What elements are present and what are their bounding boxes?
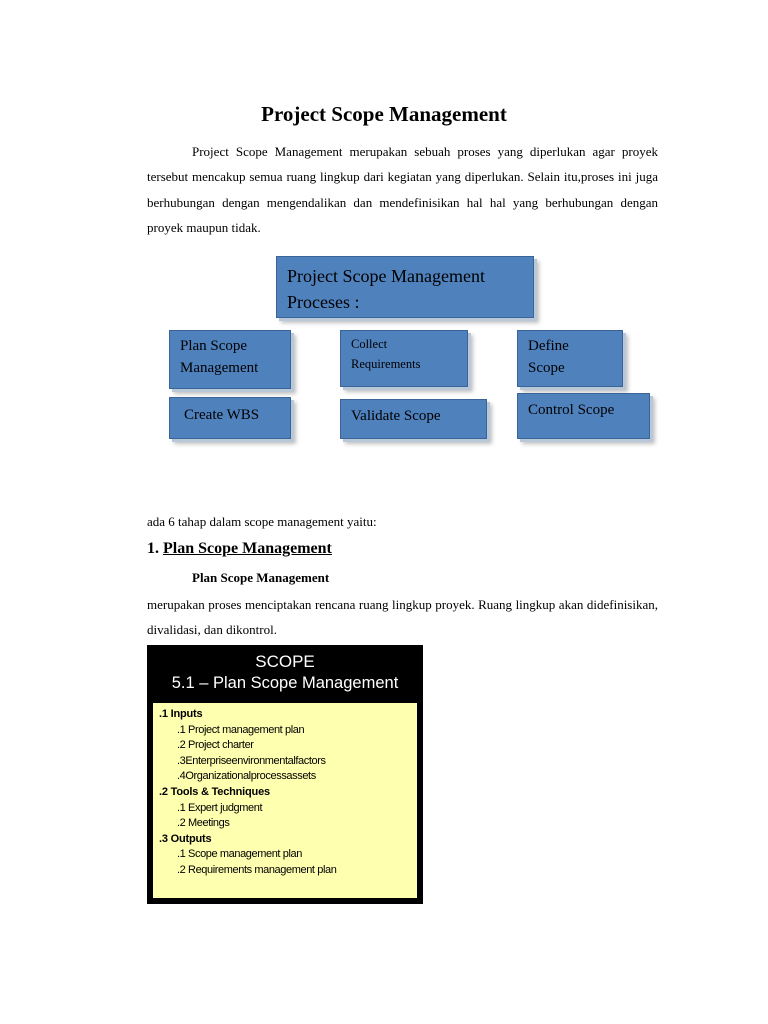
input-item: .2 Project charter bbox=[177, 739, 254, 752]
intro-paragraph-text: Project Scope Management merupakan sebuah proses yang diperlukan agar proyek tersebut mencakup semua ruang lingkup dari kegiatan yang diperlukan. Selain itu,proses ini juga berhubungan dengan mengendalikan dan mendefinisikan hal hal yang berhubungan dengan proyek maupun tidak. bbox=[147, 144, 658, 235]
figure-header bbox=[147, 645, 423, 702]
section-heading-number: 1. bbox=[147, 540, 159, 557]
collect-line2: Requirements bbox=[351, 357, 421, 371]
section-subheading: Plan Scope Management bbox=[192, 570, 330, 585]
control-scope-label: Control Scope bbox=[528, 402, 615, 418]
output-item: .2 Requirements management plan bbox=[177, 863, 337, 876]
define-scope-box bbox=[517, 330, 623, 387]
figure-header-line1: SCOPE bbox=[255, 652, 315, 671]
input-item: .4Organizationalprocessassets bbox=[177, 770, 316, 783]
validate-scope-box bbox=[340, 399, 487, 439]
section-heading bbox=[147, 540, 332, 558]
create-wbs-label: Create WBS bbox=[184, 407, 260, 423]
main-box-line1: Project Scope Management bbox=[287, 266, 485, 286]
outputs-label: .3 Outputs bbox=[159, 832, 212, 845]
intro-paragraph bbox=[147, 139, 658, 240]
create-wbs-box bbox=[169, 397, 291, 439]
figure-body bbox=[152, 702, 418, 899]
define-line1: Define bbox=[528, 338, 569, 354]
collect-requirements-box bbox=[340, 330, 468, 387]
output-item: .1 Scope management plan bbox=[177, 848, 302, 861]
section-intro: ada 6 tahap dalam scope management yaitu: bbox=[147, 514, 377, 529]
main-box-line2: Proceses : bbox=[287, 292, 360, 312]
plan-scope-box bbox=[169, 330, 291, 389]
page-title: Project Scope Management bbox=[261, 102, 507, 126]
processes-main-box bbox=[276, 256, 534, 318]
figure-header-line2: 5.1 – Plan Scope Management bbox=[171, 674, 399, 692]
section-paragraph: merupakan proses menciptakan rencana ruang lingkup proyek. Ruang lingkup akan didefinisikan, divalidasi, dan dikontrol. bbox=[147, 597, 658, 638]
input-item: .1 Project management plan bbox=[177, 723, 305, 736]
tool-item: .1 Expert judgment bbox=[177, 801, 263, 814]
tools-label: .2 Tools & Techniques bbox=[159, 785, 270, 798]
control-scope-box bbox=[517, 393, 650, 439]
section-heading-text: Plan Scope Management bbox=[163, 540, 332, 557]
inputs-label: .1 Inputs bbox=[159, 708, 203, 720]
plan-scope-line1: Plan Scope bbox=[180, 338, 248, 354]
collect-line1: Collect bbox=[351, 337, 388, 351]
validate-scope-label: Validate Scope bbox=[351, 408, 441, 424]
define-line2: Scope bbox=[528, 360, 565, 376]
tool-item: .2 Meetings bbox=[177, 817, 230, 830]
scope-figure bbox=[147, 645, 423, 904]
input-item: .3Enterpriseenvironmentalfactors bbox=[177, 754, 326, 767]
plan-scope-line2: Management bbox=[180, 360, 259, 376]
